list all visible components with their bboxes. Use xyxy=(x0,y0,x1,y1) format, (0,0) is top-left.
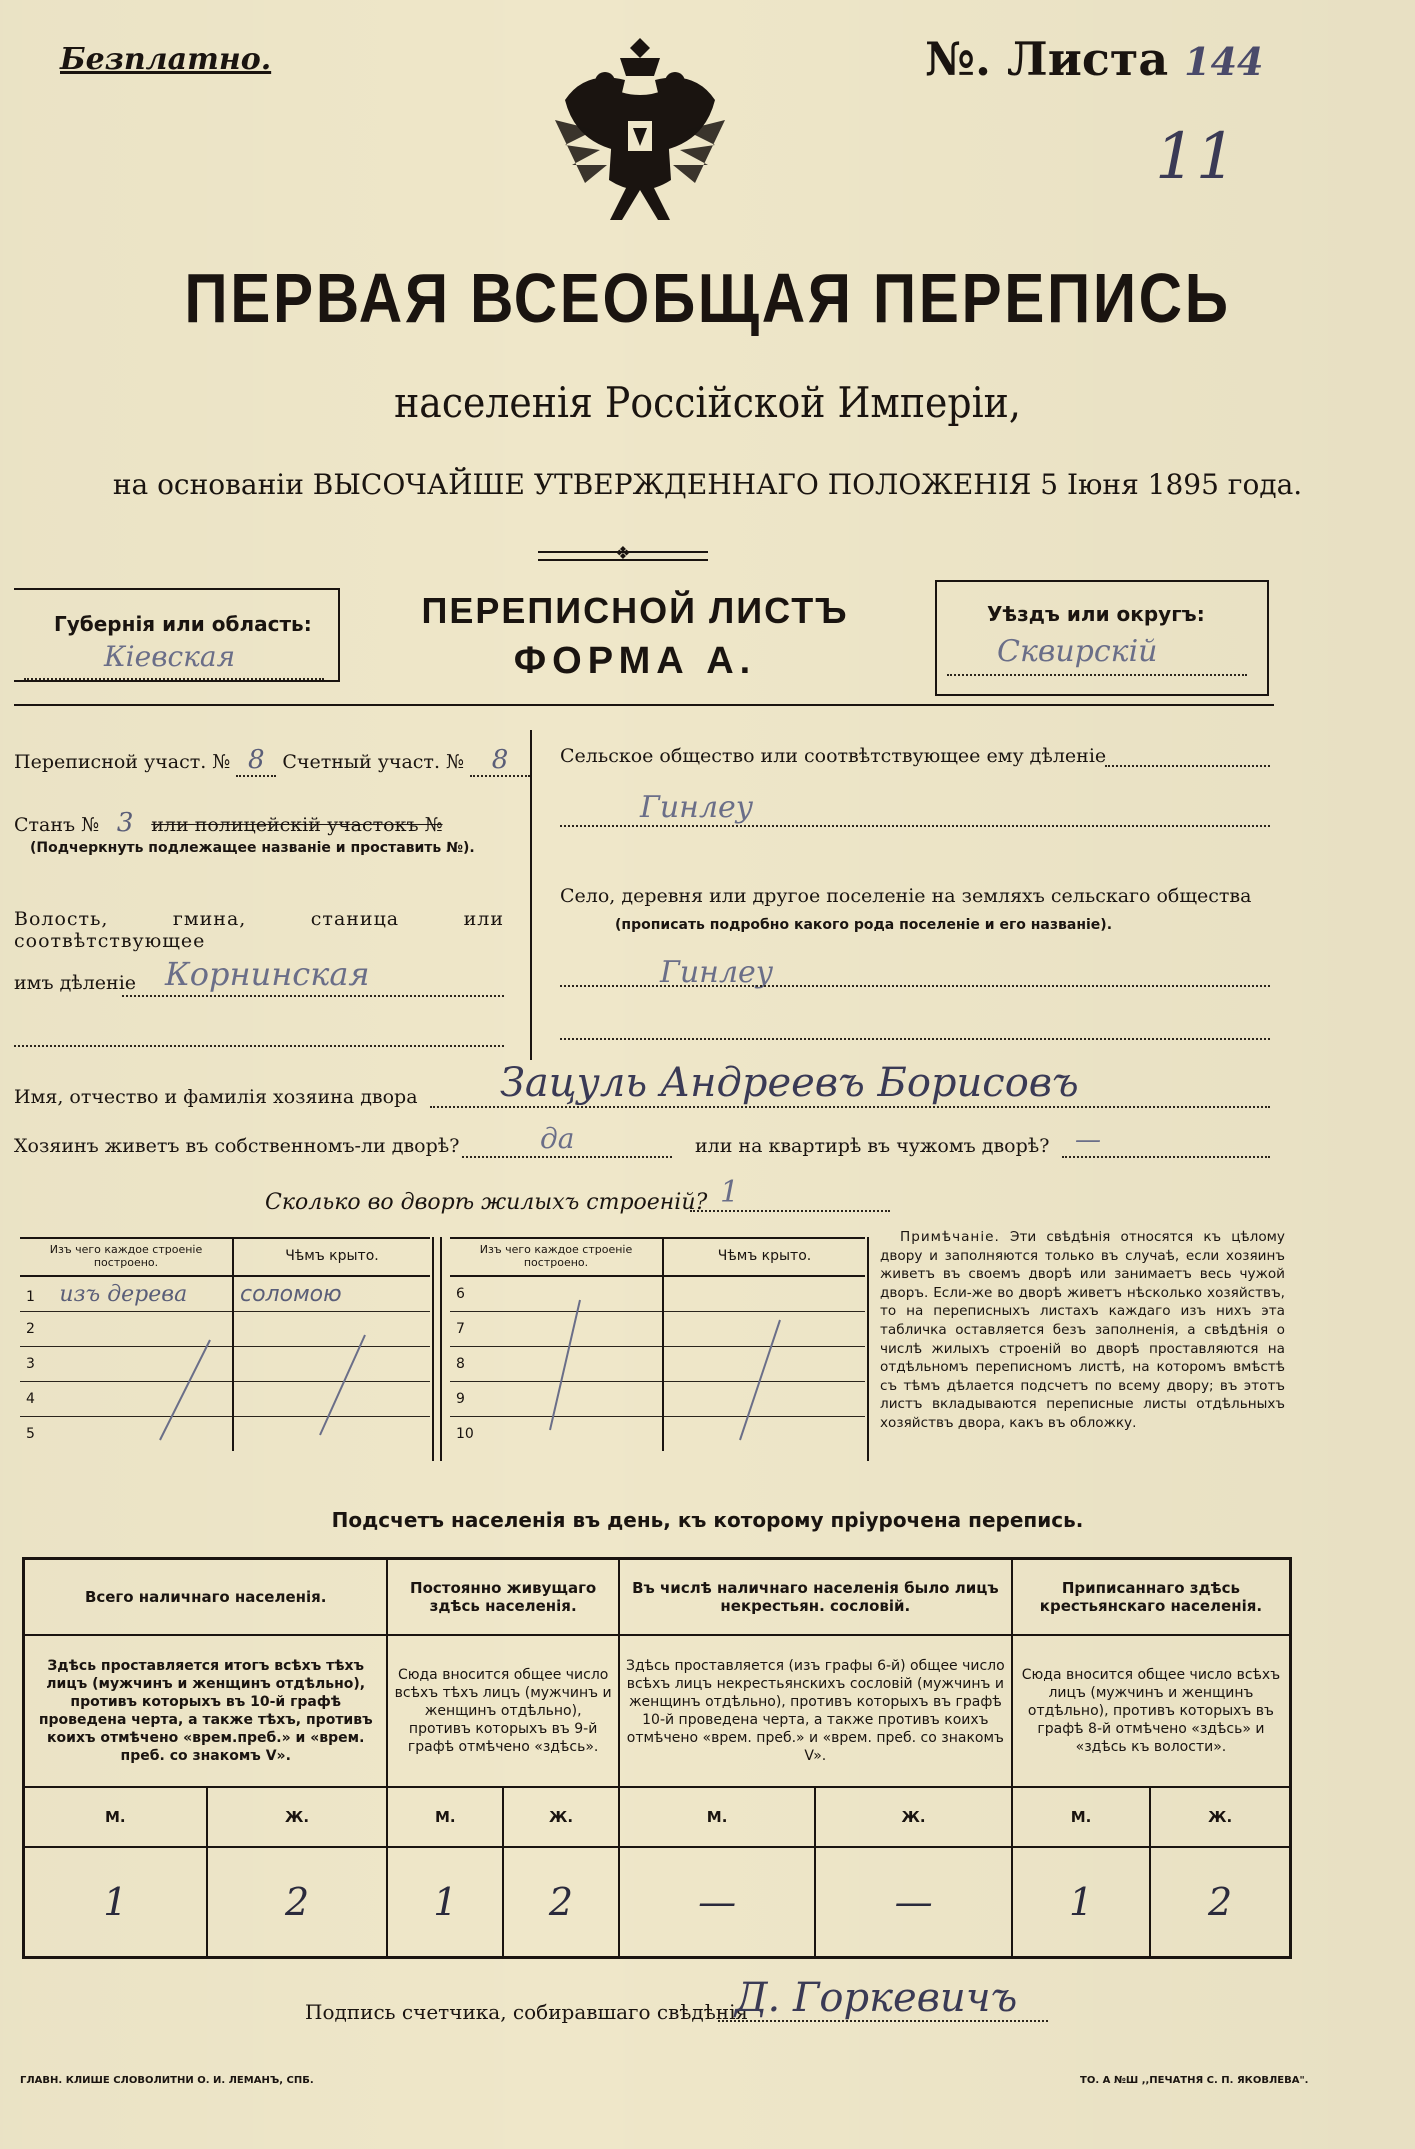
permanent-male-value: 1 xyxy=(387,1847,503,1958)
stan-police-label: или полицейскій участокъ № xyxy=(151,814,443,836)
empty-rows-strike xyxy=(450,1290,865,1450)
uchast-value: 8 xyxy=(236,745,276,777)
sheet-number xyxy=(925,32,1263,86)
gubernia-box xyxy=(14,588,340,682)
row-num: 8 xyxy=(450,1347,663,1382)
signature-value: Д. Горкевичъ xyxy=(735,1975,1018,2021)
row-num: 4 xyxy=(20,1382,233,1417)
total-male-value: 1 xyxy=(24,1847,207,1958)
stan-note: (Подчеркнуть подлежащее названіе и проставить №). xyxy=(30,840,475,856)
registered-female-value: 2 xyxy=(1150,1847,1290,1958)
row-num: 9 xyxy=(450,1382,663,1417)
male-label: М. xyxy=(619,1787,815,1847)
female-label: Ж. xyxy=(207,1787,388,1847)
total-header: Всего наличнаго населенія. xyxy=(24,1559,388,1636)
rent-label: или на квартирѣ въ чужомъ дворѣ? xyxy=(695,1135,1050,1157)
row-num: 5 xyxy=(20,1417,233,1452)
sheet-number-value: 144 xyxy=(1184,39,1264,84)
registered-desc: Сюда вносится общее число всѣхъ лицъ (мужчинъ и женщинъ отдѣльно), противъ которыхъ въ графѣ 8-й отмѣчено «здѣсь» и «здѣсь къ волости». xyxy=(1012,1635,1291,1787)
female-label: Ж. xyxy=(503,1787,619,1847)
village-label: Село, деревня или другое поселеніе на земляхъ сельскаго общества xyxy=(560,885,1252,907)
stan-row xyxy=(14,808,443,838)
non-peasant-desc: Здѣсь проставляется (изъ графы 6-й) общее число всѣхъ лицъ некрестьянскихъ сословій (мужчинъ и женщинъ отдѣльно), противъ которыхъ въ графѣ 10-й проведена черта, а также противъ коихъ отмѣчено «врем. преб.» и «врем. преб. со знакомъ V». xyxy=(619,1635,1012,1787)
female-label: Ж. xyxy=(815,1787,1012,1847)
col-material-header: Изъ чего каждое строеніе построено. xyxy=(450,1237,663,1276)
sheet-mark: 11 xyxy=(1155,120,1237,194)
schet-label: Счетный участ. № xyxy=(282,751,464,773)
schet-value: 8 xyxy=(470,745,530,777)
registered-male-value: 1 xyxy=(1012,1847,1150,1958)
fields-divider xyxy=(530,730,532,1060)
stan-value: 3 xyxy=(116,808,134,838)
non-peasant-male-value: — xyxy=(619,1847,815,1958)
uezd-label: Уѣздъ или округъ: xyxy=(987,602,1205,626)
permanent-header: Постоянно живущаго здѣсь населенія. xyxy=(387,1559,618,1636)
basis-line: на основаніи ВЫСОЧАЙШЕ УТВЕРЖДЕННАГО ПОЛОЖЕНІЯ 5 Іюня 1895 года. xyxy=(112,468,1303,501)
owner-name-value: Зацуль Андреевъ Борисовъ xyxy=(500,1060,1079,1106)
population-table xyxy=(22,1557,1292,1959)
permanent-female-value: 2 xyxy=(503,1847,619,1958)
village-value: Гинлеу xyxy=(660,955,774,990)
printer-left: ГЛАВН. КЛИШЕ СЛОВОЛИТНИ О. И. ЛЕМАНЪ, СПБ. xyxy=(20,2075,314,2086)
male-label: М. xyxy=(1012,1787,1150,1847)
buildings-value: 1 xyxy=(720,1175,740,1210)
row-num: 7 xyxy=(450,1312,663,1347)
male-label: М. xyxy=(387,1787,503,1847)
form-title: ПЕРЕПИСНОЙ ЛИСТЪ xyxy=(421,590,849,631)
non-peasant-female-value: — xyxy=(815,1847,1012,1958)
row-num: 2 xyxy=(20,1312,233,1347)
own-yard-label: Хозяинъ живетъ въ собственномъ-ли дворѣ? xyxy=(14,1135,460,1157)
roof-value: соломою xyxy=(233,1276,430,1312)
gubernia-label: Губернія или область: xyxy=(54,612,312,636)
signature-label: Подпись счетчика, собиравшаго свѣдѣнія xyxy=(305,2000,749,2024)
note-title: Примѣчаніе. xyxy=(900,1229,1000,1245)
empty-rows-strike xyxy=(20,1300,430,1450)
female-label: Ж. xyxy=(1150,1787,1290,1847)
permanent-desc: Сюда вносится общее число всѣхъ тѣхъ лицъ (мужчинъ и женщинъ отдѣльно), противъ которыхъ въ 9-й графѣ отмѣчено «здѣсь». xyxy=(387,1635,618,1787)
gubernia-value: Кіевская xyxy=(104,640,236,673)
registered-header: Приписаннаго здѣсь крестьянскаго населенія. xyxy=(1012,1559,1291,1636)
printer-right: ТО. А №Ш ,,ПЕЧАТНЯ С. П. ЯКОВЛЕВА". xyxy=(1080,2075,1309,2086)
sheet-number-label: №. Листа xyxy=(925,32,1169,86)
population-title: Подсчетъ населенія въ день, къ которому пріурочена перепись. xyxy=(331,1508,1084,1532)
own-yard-value: да xyxy=(540,1122,575,1155)
subtitle: населенія Россійской Имперіи, xyxy=(394,378,1021,427)
note xyxy=(880,1228,1285,1433)
non-peasant-header: Въ числѣ наличнаго населенія было лицъ некрестьян. сословій. xyxy=(619,1559,1012,1636)
main-title: ПЕРВАЯ ВСЕОБЩАЯ ПЕРЕПИСЬ xyxy=(184,259,1231,337)
village-note: (прописать подробно какого рода поселеніе и его названіе). xyxy=(615,917,1113,933)
free-label: Безплатно. xyxy=(60,42,272,77)
row-num: 3 xyxy=(20,1347,233,1382)
uezd-value: Сквирскій xyxy=(997,634,1158,669)
form-subtitle: ФОРМА А. xyxy=(513,640,757,682)
row-num: 10 xyxy=(450,1417,663,1452)
male-label: М. xyxy=(24,1787,207,1847)
uchast-row xyxy=(14,745,530,777)
society-value: Гинлеу xyxy=(640,790,754,825)
society-label: Сельское общество или соотвѣтствующее ему дѣленіе xyxy=(560,745,1107,767)
note-text: Эти свѣдѣнія относятся къ цѣлому двору и заполняются только въ случаѣ, если хозяинъ живетъ въ своемъ дворѣ или занимаетъ весь чужой дворъ. Если-же во дворѣ живетъ нѣсколько хозяйствъ, то на переписныхъ листахъ каждаго изъ нихъ эта табличка оставляется безъ заполненія, а свѣдѣнія о числѣ жилыхъ строеній во дворѣ проставляются на отдѣльномъ переписномъ листѣ, на которомъ вмѣстѣ съ тѣмъ дѣлается подсчетъ по всему двору; въ этотъ листъ вкладываются переписные листы отдѣльныхъ хозяйствъ двора, какъ въ обложку. xyxy=(880,1229,1285,1431)
col-material-header: Изъ чего каждое строеніе построено. xyxy=(20,1237,233,1276)
rent-value: — xyxy=(1075,1125,1101,1155)
uchast-label: Переписной участ. № xyxy=(14,751,231,773)
volost-label: Волость, гмина, станица или соотвѣтствующее xyxy=(14,908,504,952)
stan-label: Станъ № xyxy=(14,814,100,836)
uezd-box xyxy=(935,580,1269,696)
total-desc: Здѣсь проставляется итогъ всѣхъ тѣхъ лицъ (мужчинъ и женщинъ отдѣльно), противъ которыхъ въ 10-й графѣ проведена черта, а также тѣхъ, противъ коихъ отмѣчено «врем.преб.» и «врем. преб. со знакомъ V». xyxy=(24,1635,388,1787)
row-num: 1 xyxy=(26,1288,35,1305)
volost-label-2: имъ дѣленіе xyxy=(14,972,137,994)
col-roof-header: Чѣмъ крыто. xyxy=(233,1237,430,1276)
volost-value: Корнинская xyxy=(165,955,370,993)
col-roof-header: Чѣмъ крыто. xyxy=(663,1237,865,1276)
total-female-value: 2 xyxy=(207,1847,388,1958)
buildings-label: Сколько во дворѣ жилыхъ строеній? xyxy=(265,1190,708,1215)
material-value: изъ дерева xyxy=(59,1281,188,1307)
row-num: 6 xyxy=(450,1276,663,1312)
owner-name-label: Имя, отчество и фамилія хозяина двора xyxy=(14,1086,418,1108)
ornament-center-icon: ❖ xyxy=(614,543,632,564)
